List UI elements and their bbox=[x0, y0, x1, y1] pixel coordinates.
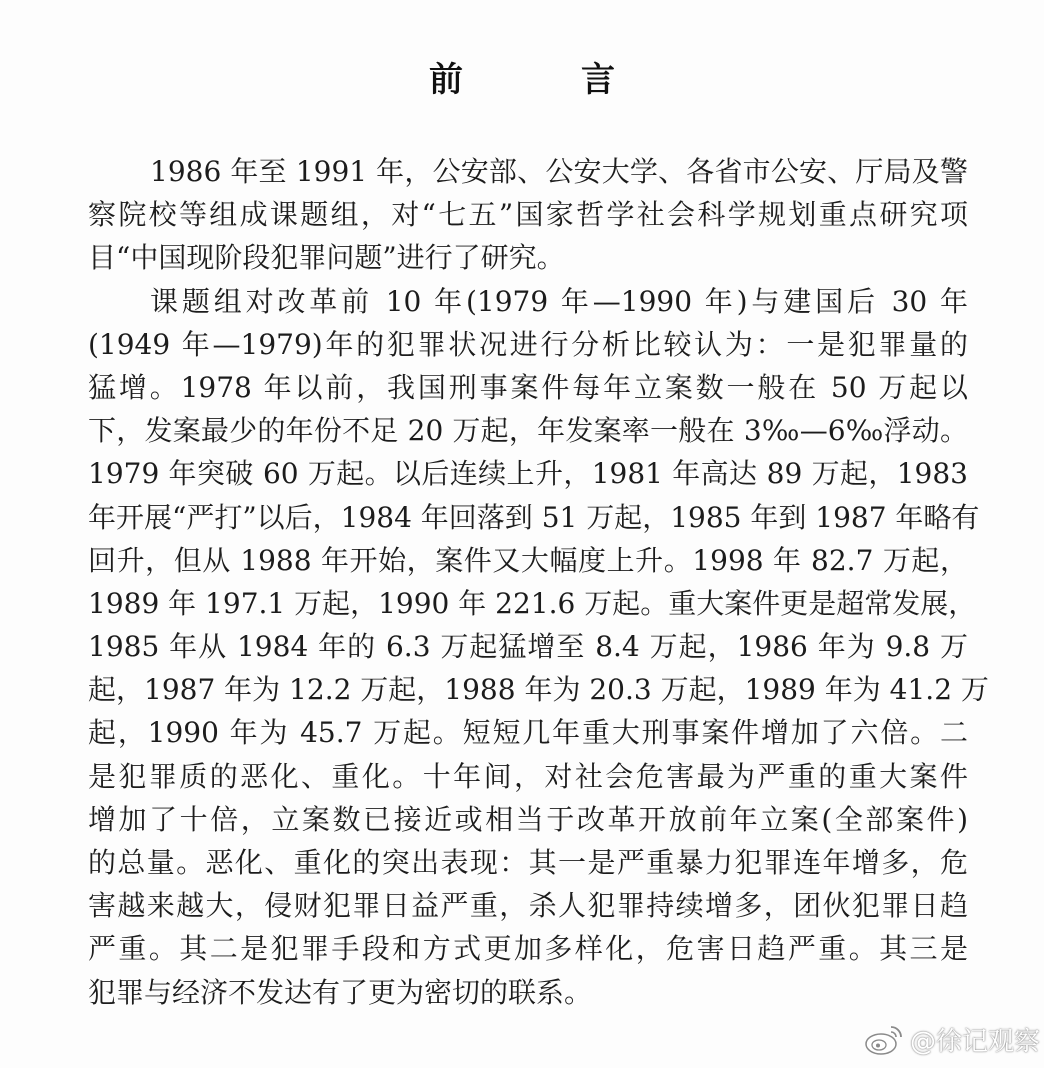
text-line: 猛增。1978 年以前，我国刑事案件每年立案数一般在 50 万起以 bbox=[88, 370, 968, 404]
text-line: 1989 年 197.1 万起，1990 年 221.6 万起。重大案件更是超常发展， bbox=[88, 586, 977, 620]
text-line: 课题组对改革前 10 年(1979 年—1990 年)与建国后 30 年 bbox=[150, 284, 968, 318]
text-line: 起，1987 年为 12.2 万起，1988 年为 20.3 万起，1989 年为 41.2 万 bbox=[88, 673, 989, 707]
paragraph-2 bbox=[88, 280, 989, 1014]
text-line: 害越来越大，侵财犯罪日益严重，杀人犯罪持续增多，团伙犯罪日趋 bbox=[88, 889, 968, 923]
paragraph-1 bbox=[88, 150, 968, 280]
page-title: 前 言 bbox=[429, 60, 657, 100]
weibo-icon bbox=[864, 1023, 904, 1057]
text-line: 年开展“严打”以后，1984 年回落到 51 万起，1985 年到 1987 年略有 bbox=[88, 500, 980, 534]
text-line: 1986 年至 1991 年，公安部、公安大学、各省市公安、厅局及警 bbox=[150, 155, 968, 188]
text-line: 起，1990 年为 45.7 万起。短短几年重大刑事案件增加了六倍。二 bbox=[88, 716, 968, 750]
text-line: 下，发案最少的年份不足 20 万起，年发案率一般在 3‰—6‰浮动。 bbox=[88, 414, 968, 448]
text-line: 1979 年突破 60 万起。以后连续上升，1981 年高达 89 万起，1983 bbox=[88, 457, 968, 491]
text-line: 的总量。恶化、重化的突出表现：其一是严重暴力犯罪连年增多，危 bbox=[88, 846, 968, 879]
text-line: 增加了十倍，立案数已接近或相当于改革开放前年立案(全部案件) bbox=[88, 802, 968, 836]
text-line: 目“中国现阶段犯罪问题”进行了研究。 bbox=[88, 241, 565, 275]
text-line: 是犯罪质的恶化、重化。十年间，对社会危害最为严重的重大案件 bbox=[88, 759, 968, 793]
document-body bbox=[88, 150, 989, 1014]
watermark bbox=[864, 1021, 1040, 1058]
watermark-text: @徐记观察 bbox=[909, 1027, 1040, 1057]
text-line: (1949 年—1979)年的犯罪状况进行分析比较认为：一是犯罪量的 bbox=[88, 327, 968, 361]
text-line: 察院校等组成课题组，对“七五”国家哲学社会科学规划重点研究项 bbox=[88, 198, 968, 232]
text-line: 严重。其二是犯罪手段和方式更加多样化，危害日趋严重。其三是 bbox=[88, 932, 968, 966]
text-line: 回升，但从 1988 年开始，案件又大幅度上升。1998 年 82.7 万起， bbox=[88, 543, 968, 577]
text-line: 犯罪与经济不发达有了更为密切的联系。 bbox=[88, 975, 593, 1009]
text-line: 1985 年从 1984 年的 6.3 万起猛增至 8.4 万起，1986 年为 9.8 万 bbox=[88, 630, 968, 664]
